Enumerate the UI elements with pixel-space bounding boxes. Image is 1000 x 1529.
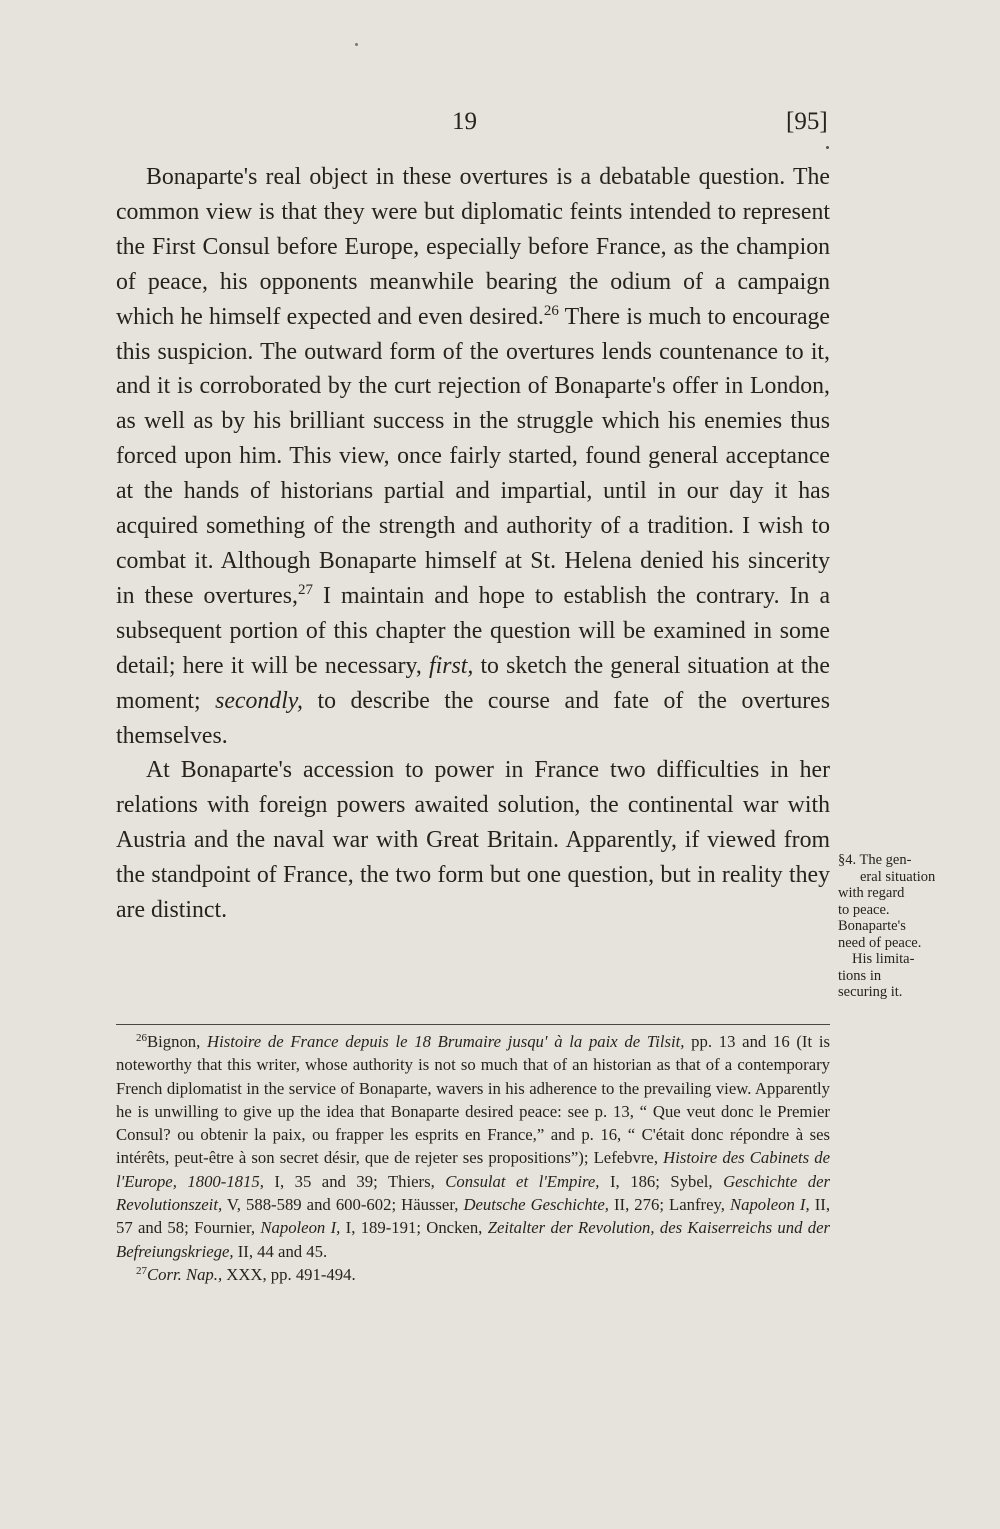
footnote-26-title: Histoire de France depuis le 18 Brumaire jusqu' à la paix de Tilsit, (207, 1032, 685, 1051)
footnote-26-text: I, 35 and 39; Thiers, (263, 1171, 446, 1191)
footnote-27-title: Corr. Nap., (147, 1264, 223, 1284)
footnote-26 (116, 1030, 830, 1263)
paragraph-1-text-3: I maintain and hope to establish the contrary. In a subsequent portion of this chapter the question will be examined in some detail; here it will be necessary, (116, 582, 831, 679)
margin-note-line: eral situation (860, 868, 936, 885)
footnote-26-title: Consulat et l'Empire, (445, 1171, 600, 1191)
margin-note-line: tions in (838, 967, 882, 984)
footnotes (116, 1030, 830, 1286)
footnote-mark-26: 26 (136, 1032, 147, 1044)
margin-note (838, 852, 970, 1001)
margin-note-line: need of peace. (838, 934, 922, 951)
paragraph-1-text-5: to describe the course and fate of the overtures themselves. (116, 687, 830, 749)
footnote-26-title: Napoleon I, (260, 1218, 341, 1238)
paragraph-1-text-4: to sketch the general situation at the moment; (116, 652, 830, 714)
footnote-26-text: II, 276; Lanfrey, (608, 1195, 730, 1215)
footnote-26-title: Deutsche Geschichte, (463, 1195, 609, 1215)
margin-note-line: His limita- (852, 951, 915, 967)
paragraph-1-text-2: There is much to encourage this suspicion. The outward form of the overtures lends countenance to it, and it is corroborated by the curt rejection of Bonaparte's offer in London, as well as by his brilliant success in the struggle which his enemies thus forced upon him. This view, once fairly started, found general acceptance at the hands of historians partial and impartial, until in our day it has acquired something of the strength and authority of a tradition. I wish to combat it. Although Bonaparte himself at St. Helena denied his sincerity in these overtures, (116, 303, 830, 609)
footnote-ref-26: 26 (543, 302, 559, 319)
footnote-26-title: Zeitalter der Revolution, des Kaiserreichs und der Befreiungskriege, (116, 1218, 831, 1261)
paper-speck (355, 43, 358, 46)
paper-speck (826, 146, 829, 149)
footnote-26-text: I, 189-191; Oncken, (340, 1218, 488, 1238)
footnote-27 (116, 1263, 830, 1286)
margin-note-line: securing it. (838, 984, 903, 1000)
footnote-ref-27: 27 (297, 581, 313, 598)
margin-note-line: §4. The gen- (838, 852, 912, 868)
footnote-26-text: I, 186; Sybel, (599, 1171, 724, 1191)
footnote-27-text: XXX, pp. 491-494. (222, 1264, 356, 1284)
footnote-26-title: Napoleon I, (729, 1195, 810, 1215)
footnote-26-text: II, 44 and 45. (233, 1241, 328, 1261)
page-number: 19 (452, 108, 477, 135)
footnote-26-text: pp. 13 and 16 (It is noteworthy that this writer, whose authority is not so much that of an historian as that of a contemporary French diplomatist in the service of Bonaparte, wavers in his adherence to the prevailing view. Apparently he is unwilling to give up the idea that Bonaparte desired peace: see p. 13, “ Que veut donc le Premier Consul? ou obtenir la paix, ou frapper les esprits en France,” and p. 16, “ C'était donc répondre à ses intérêts, peut-être à son secret désir, que de rejeter ses propositions”); Lefebvre, (116, 1032, 830, 1168)
footnote-26-text: Bignon, (147, 1032, 208, 1051)
margin-note-line: Bonaparte's (838, 918, 906, 934)
emphasis-secondly: secondly, (215, 687, 303, 714)
footnote-26-text: V, 588-589 and 600-602; Häusser, (222, 1195, 464, 1215)
main-text (116, 160, 830, 928)
margin-note-line: to peace. (838, 901, 890, 918)
footnote-26-title: Geschichte der Revolutionszeit, (116, 1171, 830, 1215)
footnote-rule (116, 1024, 830, 1025)
paragraph-2: At Bonaparte's accession to power in France two difficulties in her relations with foreign powers awaited solution, the continental war with Austria and the naval war with Great Britain. Apparently, if viewed from the standpoint of France, the two form but one question, but in reality they are distinct. (116, 757, 830, 924)
footnote-26-text: II, 57 and 58; Fournier, (116, 1195, 830, 1238)
footnote-26-title: Histoire des Cabinets de l'Europe, 1800-1815, (116, 1148, 830, 1191)
footnote-mark-27: 27 (136, 1264, 147, 1277)
folio-number: [95] (786, 108, 828, 135)
paragraph-1-text-1: Bonaparte's real object in these overtures is a debatable question. The common view is that they were but diplomatic feints intended to represent the First Consul before Europe, especially before France, as the champion of peace, his opponents meanwhile bearing the odium of a campaign which he himself expected and even desired. (116, 164, 830, 330)
emphasis-first: first, (428, 652, 474, 679)
margin-note-line: with regard (838, 885, 905, 901)
paragraph-1 (116, 160, 830, 753)
